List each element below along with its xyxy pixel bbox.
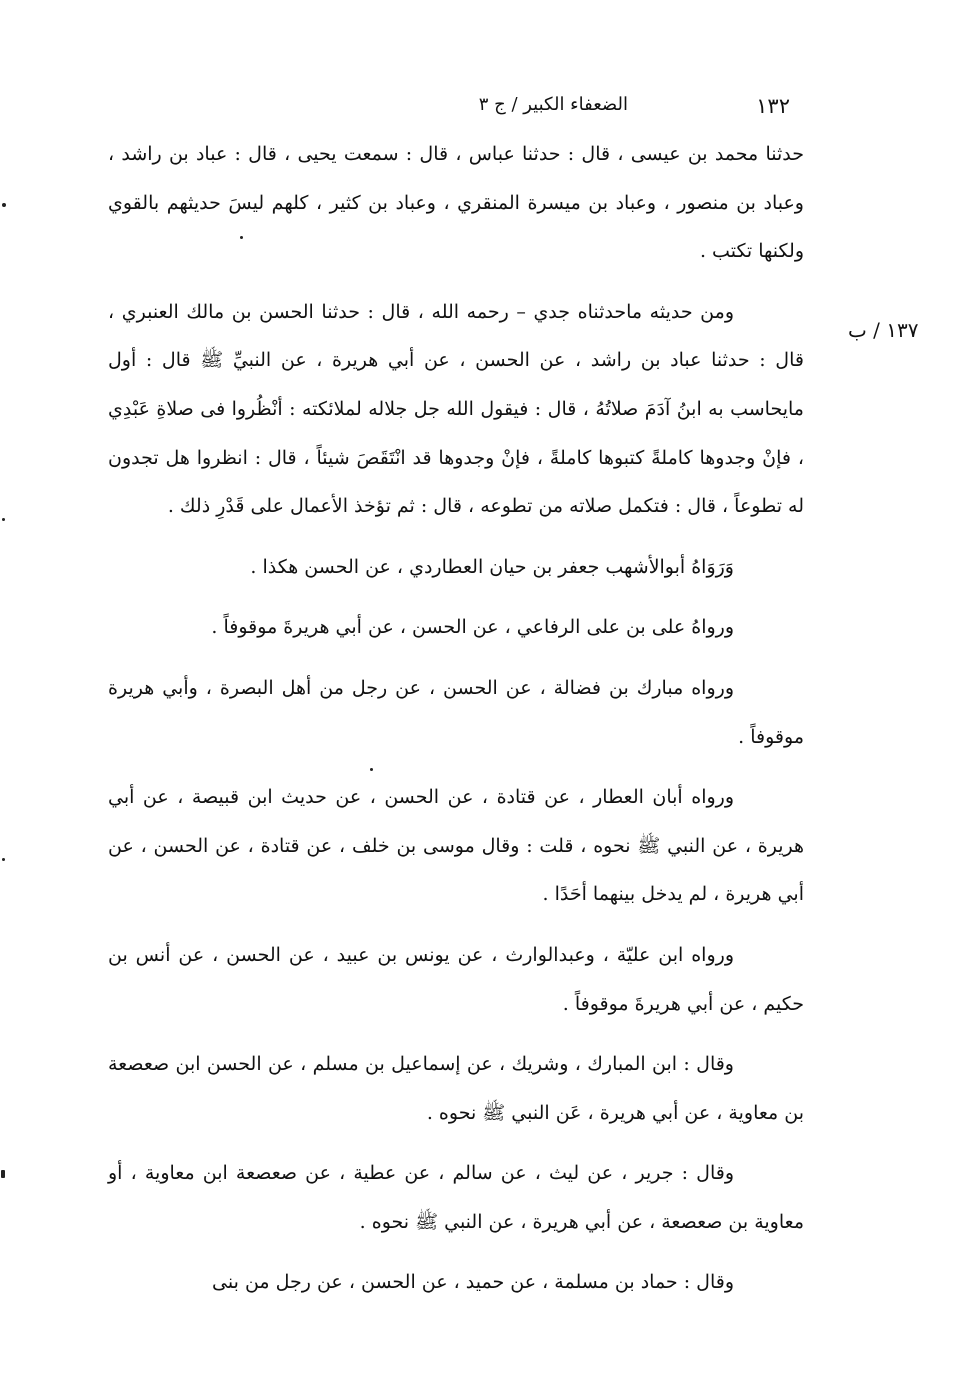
page-header (340, 88, 800, 128)
scan-speck (1, 1170, 5, 1178)
paragraph-9: وقال : جرير ، عن ليث ، عن سالم ، عن عطية ، عن صعصعة ابن معاوية ، أو معاوية بن صعصعة ، عن أبي هريرة ، عن النبي ﷺ نحوه . (108, 1162, 804, 1233)
paragraph-4: ورواهُ على بن على الرفاعي ، عن الحسن ، عن أبي هريرةَ موقوفاً . (211, 616, 734, 639)
paragraph-3: وَرَوَاهُ أبوالأشهب جعفر بن حيان العطاردي ، عن الحسن هكذا . (250, 555, 734, 578)
scan-speck (2, 858, 5, 861)
body-text (108, 130, 804, 1319)
paragraph-1: حدثنا محمد بن عيسى ، قال : حدثنا عباس ، قال : سمعت يحيى ، قال : عباد بن راشد ، وعباد بن منصور ، وعباد بن ميسرة المنقري ، وعباد بن كثير ، كلهم ليسَ حديثهم بالقوي ولكنها تكتب . (108, 143, 804, 263)
page-number: ١٣٢ (756, 94, 790, 118)
scan-speck (2, 203, 6, 207)
paragraph-6: ورواه أبان العطار ، عن قتادة ، عن الحسن ، عن حديث ابن قبيصة ، عن أبي هريرة ، عن النبي ﷺ نحوه ، قلت : وقال موسى بن خلف ، عن قتادة ، عن الحسن ، عن أبي هريرة ، لم يدخل بينهما أحَدًا . (108, 786, 804, 906)
paragraph-5: ورواه مبارك بن فضالة ، عن الحسن ، عن رجل من أهل البصرة ، وأبي هريرة موقوفاً . (108, 676, 804, 748)
paragraph-7: ورواه ابن عليّة ، وعبدالوارث ، عن يونس بن عبيد ، عن الحسن ، عن أنس بن حكيم ، عن أبي هريرةَ موقوفاً . (108, 943, 804, 1015)
scan-speck (2, 518, 5, 521)
scan-speck (240, 236, 243, 239)
running-title: الضعفاء الكبير / ج ٣ (478, 94, 628, 115)
scan-speck (370, 768, 373, 771)
margin-folio-reference: ١٣٧ / ب (848, 318, 919, 342)
paragraph-2: ومن حديثه ماحدثناه جدي – رحمه الله ، قال : حدثنا الحسن بن مالك العنبري ، قال : حدثنا عباد بن راشد ، عن الحسن ، عن أبي هريرة ، عن النبيِّ ﷺ قال : أول مايحاسب به ابنُ آدَمَ صلاتُهُ ، قال : فيقول الله جل جلاله لملائكته : أنْظُروا فى صلاةِ عَبْدِي ، فإنْ وجدوها كاملةً كتبوها كاملةً ، فإنْ وجدوها قد انْتَقَصَ شيئاً ، قال : انظروا هل تجدون له تطوعاً ، قال : فتكمل صلاته من تطوعه ، قال : ثم تؤخذ الأعمال على قَدْرِ ذلك . (108, 300, 804, 518)
paragraph-10: وقال : حماد بن مسلمة ، عن حميد ، عن الحسن ، عن رجل من بنى (212, 1271, 734, 1294)
paragraph-8: وقال : ابن المبارك ، وشريك ، عن إسماعيل بن مسلم ، عن الحسن ابن صعصعة بن معاوية ، عن أبي هريرة ، عَن النبي ﷺ نحوه . (108, 1053, 804, 1124)
